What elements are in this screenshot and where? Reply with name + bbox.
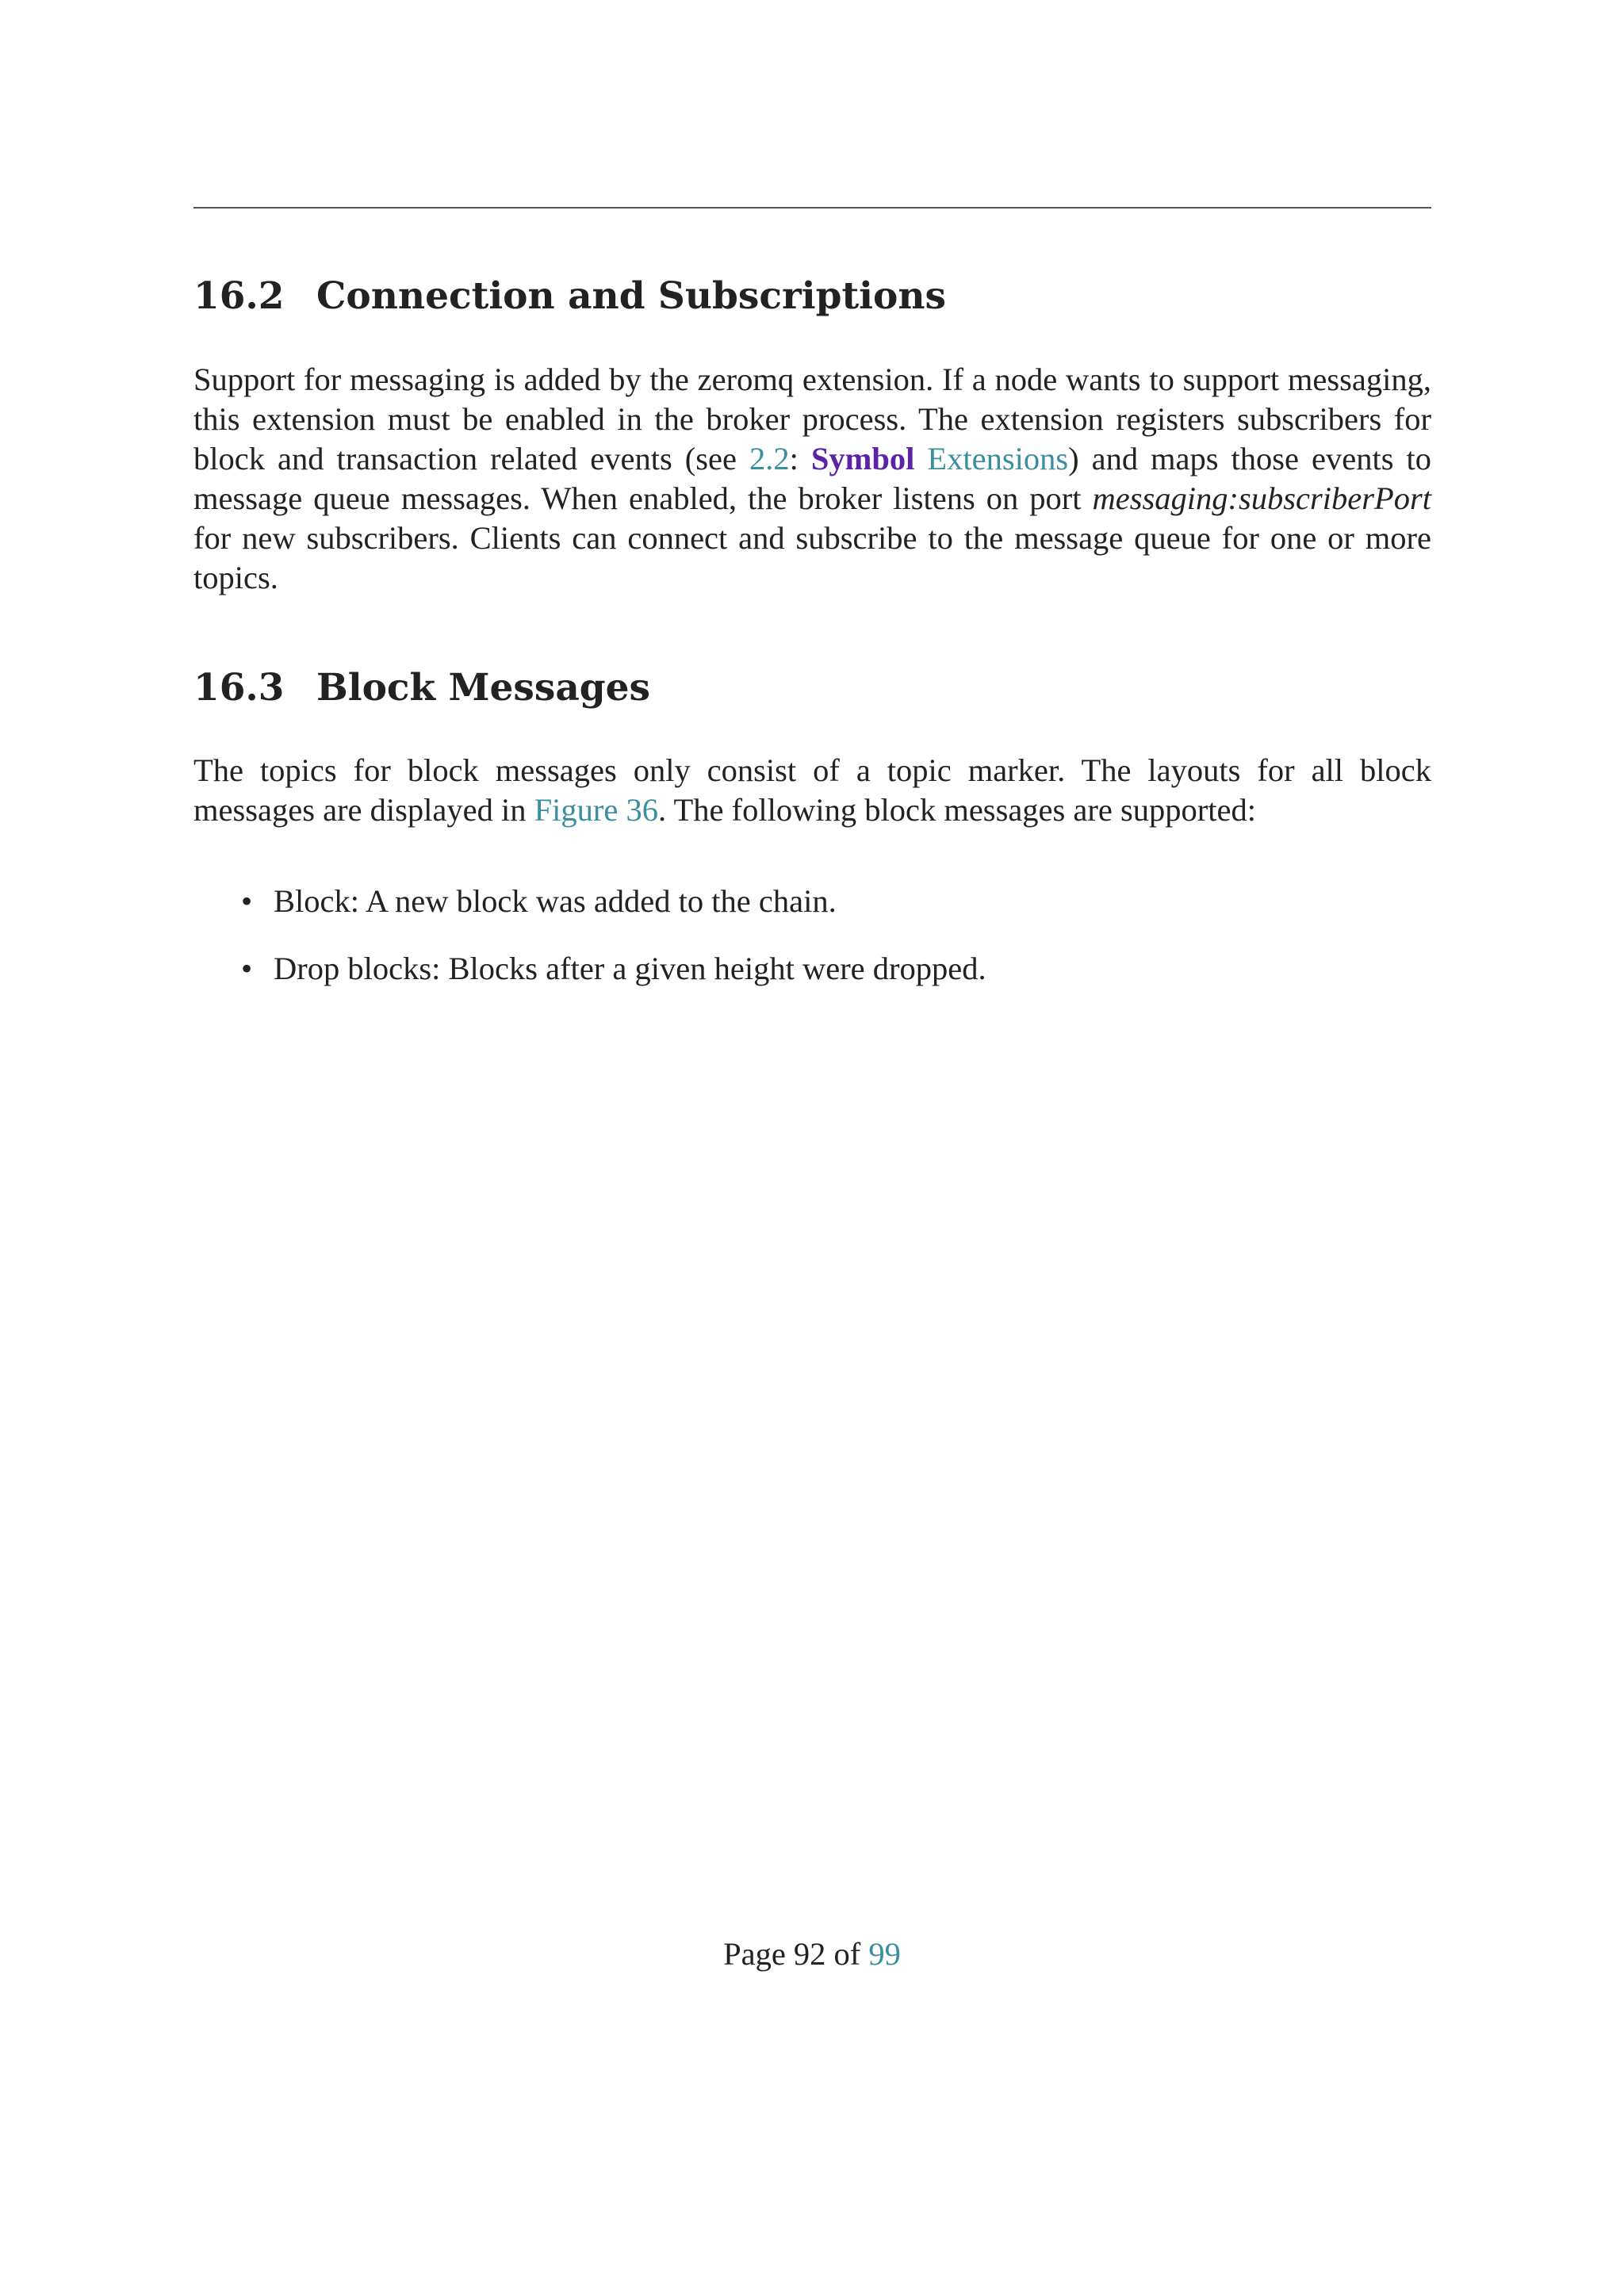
- list-item-text: Block: A new block was added to the chain.: [274, 883, 837, 919]
- block-message-list: [193, 882, 1431, 1016]
- text-run: :: [789, 441, 811, 476]
- list-item: [193, 882, 1431, 921]
- bullet-icon: •: [241, 951, 253, 986]
- total-pages-link[interactable]: 99: [868, 1936, 901, 1972]
- section-number: 16.3: [193, 666, 285, 710]
- text-run: Support for messaging is added by the zeromq extension. If a node wants to support messaging, this extension must be enabled in the broker process. The extension registers subscribers for block and transaction related events (see: [193, 362, 1431, 476]
- extensions-ref-link[interactable]: Extensions: [927, 441, 1069, 476]
- page-footer: [0, 1934, 1624, 1974]
- subscriber-port-term: messaging:subscriberPort: [1092, 480, 1431, 516]
- bullet-icon: •: [241, 883, 253, 919]
- block-messages-paragraph: [193, 751, 1431, 830]
- text-run: . The following block messages are supported:: [658, 792, 1256, 828]
- connection-paragraph: [193, 360, 1431, 598]
- figure-ref-link[interactable]: Figure 36: [534, 792, 658, 828]
- list-item-text: Drop blocks: Blocks after a given height were dropped.: [274, 951, 986, 986]
- list-item: [193, 949, 1431, 989]
- section-title: Block Messages: [316, 666, 651, 710]
- text-run: for new subscribers. Clients can connect and subscribe to the message queue for one or more topics.: [193, 520, 1431, 595]
- section-title: Connection and Subscriptions: [316, 274, 946, 318]
- page-number-text: Page 92 of: [723, 1936, 869, 1972]
- text-run: [914, 441, 927, 476]
- section-heading-block-messages: [193, 664, 650, 712]
- text-run: ) and maps those events to message queue messages. When enabled, the broker listens on port: [193, 441, 1431, 516]
- symbol-ref-link[interactable]: Symbol: [810, 441, 915, 476]
- section-ref-link[interactable]: 2.2: [749, 441, 790, 476]
- section-heading-connection: [193, 273, 946, 320]
- header-rule: [193, 207, 1431, 209]
- section-number: 16.2: [193, 274, 285, 318]
- text-run: The topics for block messages only consist of a topic marker. The layouts for all block messages are displayed in: [193, 752, 1431, 828]
